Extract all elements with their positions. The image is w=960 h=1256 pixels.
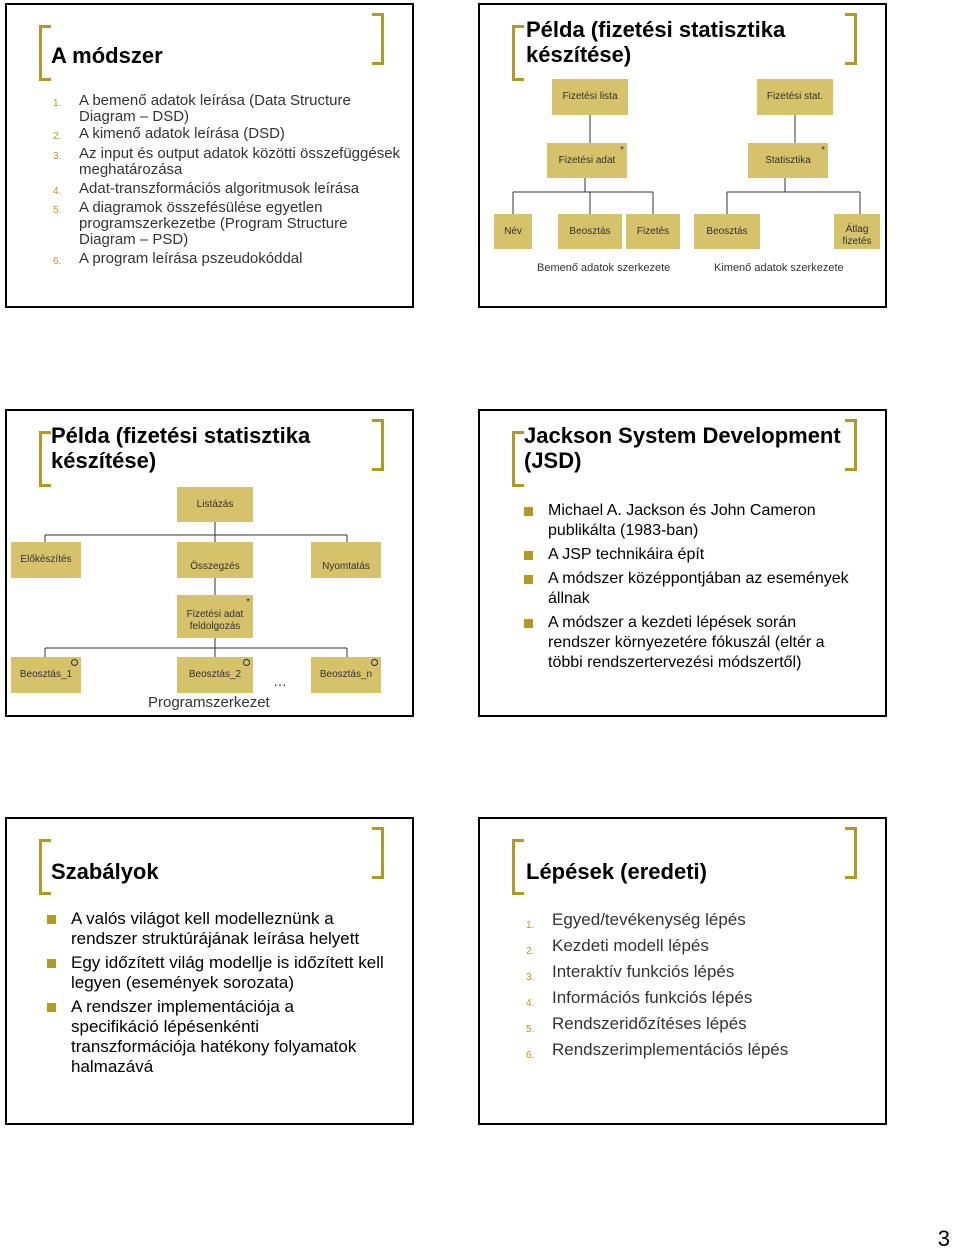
bullet-square-icon	[524, 575, 533, 584]
box-osszegzes: Összegzés	[177, 542, 253, 578]
list-item: 5. A diagramok összefésülése egyetlen programszerkezetbe (Program Structure Diagram – PSD)	[53, 199, 348, 248]
ellipsis: …	[273, 673, 287, 689]
box-listazas: Listázás	[177, 487, 253, 522]
list-item: 1. A bemenő adatok leírása (Data Structure Diagram – DSD)	[53, 92, 351, 125]
input-structure-label: Bemenő adatok szerkezete	[537, 262, 671, 274]
bullet-square-icon	[47, 915, 56, 924]
selection-circle-icon	[371, 659, 378, 666]
list-item: A valós világot kell modelleznünk a rendszer struktúrájának leírása helyett	[45, 909, 385, 949]
iteration-mark: *	[821, 145, 825, 156]
box-beosztas-n: Beosztás_n	[311, 657, 381, 693]
output-structure-label: Kimenő adatok szerkezete	[714, 262, 844, 274]
list-item: 3. Az input és output adatok közötti összefüggések meghatározása	[53, 145, 401, 178]
list-item: 1. Egyed/tevékenység lépés	[526, 910, 746, 931]
bracket-right	[372, 827, 384, 879]
bracket-left	[512, 431, 524, 487]
list-item: 3. Interaktív funkciós lépés	[526, 962, 735, 983]
bracket-left	[512, 839, 524, 895]
box-nyomtatas: Nyomtatás	[311, 542, 381, 578]
jsd-bullet-list	[522, 501, 862, 673]
list-item: Egy időzített világ modellje is időzített kell legyen (események sorozata)	[45, 953, 385, 993]
slide-lepesek	[478, 817, 887, 1125]
list-item: 6. A program leírása pszeudokóddal	[53, 250, 303, 267]
slide-title: Példa (fizetési statisztika készítése)	[526, 17, 786, 67]
slide-szabalyok	[5, 817, 414, 1125]
box-beosztas-output: Beosztás	[694, 214, 760, 249]
bracket-left	[39, 25, 51, 81]
page-number: 3	[937, 1226, 950, 1251]
selection-circle-icon	[243, 659, 250, 666]
slide-title: Lépések (eredeti)	[526, 859, 707, 884]
box-beosztas-input: Beosztás	[558, 214, 622, 249]
slide-a-modszer	[5, 3, 414, 308]
bracket-left	[39, 839, 51, 895]
steps-list	[526, 909, 866, 1061]
bullet-square-icon	[524, 507, 533, 516]
bullet-square-icon	[47, 959, 56, 968]
box-fizetesi-adat: * Fizetési adat	[547, 143, 627, 178]
list-item: Michael A. Jackson és John Cameron publikálta (1983-ban)	[522, 501, 862, 541]
list-item: A rendszer implementációja a specifikáció lépésenkénti transzformációja hatékony folyamatok halmazává	[45, 997, 385, 1077]
bullet-square-icon	[47, 1003, 56, 1012]
slide-title: Jackson System Development (JSD)	[524, 423, 841, 473]
box-fizetesi-adat-feldolgozas: * Fizetési adat feldolgozás	[177, 595, 253, 638]
box-beosztas-2: Beosztás_2	[177, 657, 253, 693]
list-item: 2. A kimenő adatok leírása (DSD)	[53, 125, 285, 142]
iteration-mark: *	[620, 145, 624, 156]
list-item: 4. Adat-transzformációs algoritmusok leírása	[53, 180, 360, 197]
list-item: A módszer középpontjában az események állnak	[522, 569, 862, 609]
box-fizetes: Fizetés	[626, 214, 680, 249]
list-item: 2. Kezdeti modell lépés	[526, 936, 709, 957]
list-item: A módszer a kezdeti lépések során rendszer környezetére fókuszál (eltér a többi rendszertervezési módszertől)	[522, 613, 862, 673]
slide-pelda-programszerkezet	[5, 409, 414, 717]
method-steps-list	[53, 93, 403, 267]
bullet-square-icon	[524, 551, 533, 560]
rules-bullet-list	[45, 909, 385, 1077]
slide-jsd	[478, 409, 887, 717]
bracket-right	[845, 419, 857, 471]
box-beosztas-1: Beosztás_1	[11, 657, 81, 693]
bracket-right	[372, 13, 384, 65]
box-fizetesi-stat: Fizetési stat.	[757, 79, 833, 115]
slide-title: Példa (fizetési statisztika készítése)	[51, 423, 311, 473]
slide-pelda-adatszerkezet	[478, 3, 887, 308]
bullet-square-icon	[524, 619, 533, 628]
diagram-caption: Programszerkezet	[148, 694, 270, 711]
slide-title: Szabályok	[51, 859, 159, 884]
selection-circle-icon	[71, 659, 78, 666]
list-item: 4. Információs funkciós lépés	[526, 988, 753, 1009]
bracket-right	[845, 827, 857, 879]
box-elokeszites: Előkészítés	[11, 542, 81, 578]
iteration-mark: *	[246, 597, 250, 608]
list-item: A JSP technikáira épít	[522, 545, 862, 565]
slide-title: A módszer	[51, 43, 163, 68]
box-statisztika: * Statisztika	[748, 143, 828, 178]
box-fizetesi-lista: Fizetési lista	[552, 79, 628, 115]
box-atlag-fizetes: Átlag fizetés	[834, 214, 880, 249]
list-item: 6. Rendszerimplementációs lépés	[526, 1040, 789, 1061]
box-nev: Név	[494, 214, 532, 249]
list-item: 5. Rendszeridőzítéses lépés	[526, 1014, 747, 1035]
